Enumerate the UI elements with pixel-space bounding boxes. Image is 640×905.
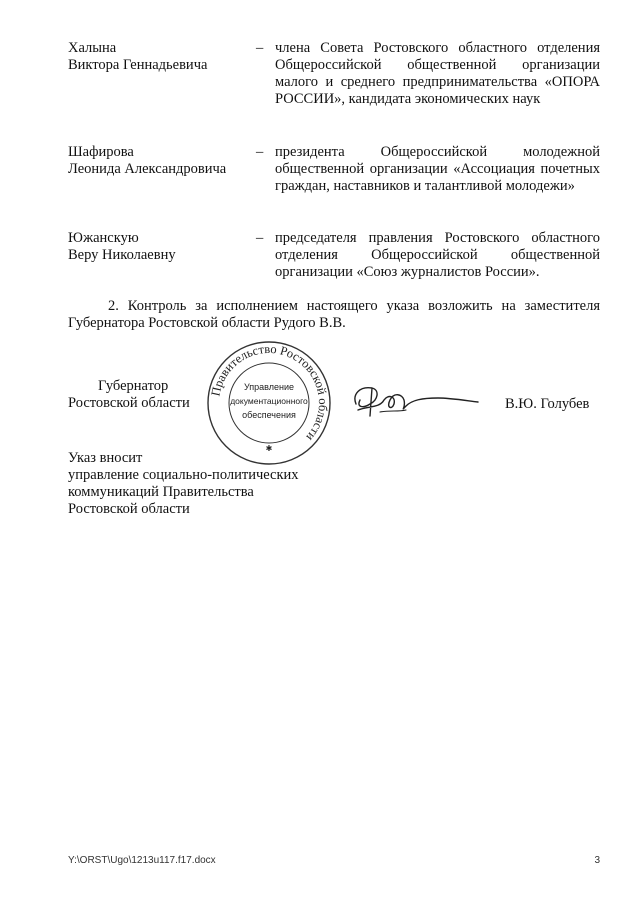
seal-inner-text: обеспечения <box>242 410 296 420</box>
note-line: управление социально-политических <box>68 467 299 483</box>
member-given-names: Веру Николаевну <box>68 247 176 263</box>
note-line: коммуникаций Правительства <box>68 484 254 500</box>
member-surname: Южанскую <box>68 230 139 246</box>
page-footer <box>68 855 600 866</box>
member-surname: Шафирова <box>68 144 134 160</box>
control-paragraph: 2. Контроль за исполнением настоящего указа возложить на заместителя Губернатора Ростовской области Рудого В.В. <box>68 298 600 331</box>
member-surname: Халына <box>68 40 117 56</box>
member-name <box>68 40 248 74</box>
member-given-names: Виктора Геннадьевича <box>68 57 208 73</box>
signer-name: В.Ю. Голубев <box>505 396 590 412</box>
file-path: Y:\ORST\Ugo\1213u117.f17.docx <box>68 855 216 866</box>
note-line: Указ вносит <box>68 450 143 466</box>
dash: – <box>256 144 264 160</box>
submitted-by-note <box>68 450 299 518</box>
dash: – <box>256 230 264 246</box>
member-given-names: Леонида Александровича <box>68 161 227 177</box>
member-name <box>68 144 248 178</box>
seal-inner-text: Управление <box>243 382 295 392</box>
signatory-title <box>68 378 190 412</box>
note-line: Ростовской области <box>68 501 190 517</box>
seal-ring-text: Правительство Ростовской области <box>208 341 331 444</box>
official-seal <box>204 340 334 466</box>
page-number: 3 <box>594 855 600 866</box>
seal-inner-text: документационного <box>230 396 308 406</box>
title-line: Ростовской области <box>68 395 190 411</box>
member-name <box>68 230 248 264</box>
title-line: Губернатор <box>98 378 169 394</box>
dash: – <box>256 40 264 56</box>
seal-star-icon: ✱ <box>265 444 273 453</box>
member-position: председателя правления Ростовского областного отделения Общероссийской общественной организации «Союз журналистов России». <box>275 230 600 280</box>
handwritten-signature <box>350 378 485 423</box>
member-position: президента Общероссийской молодежной общественной организации «Ассоциация почетных граждан, наставников и талантливой молодежи» <box>275 144 600 194</box>
member-position: члена Совета Ростовского областного отделения Общероссийской общественной организации малого и среднего предпринимательства «ОПОРА РОССИИ», кандидата экономических наук <box>275 40 600 107</box>
